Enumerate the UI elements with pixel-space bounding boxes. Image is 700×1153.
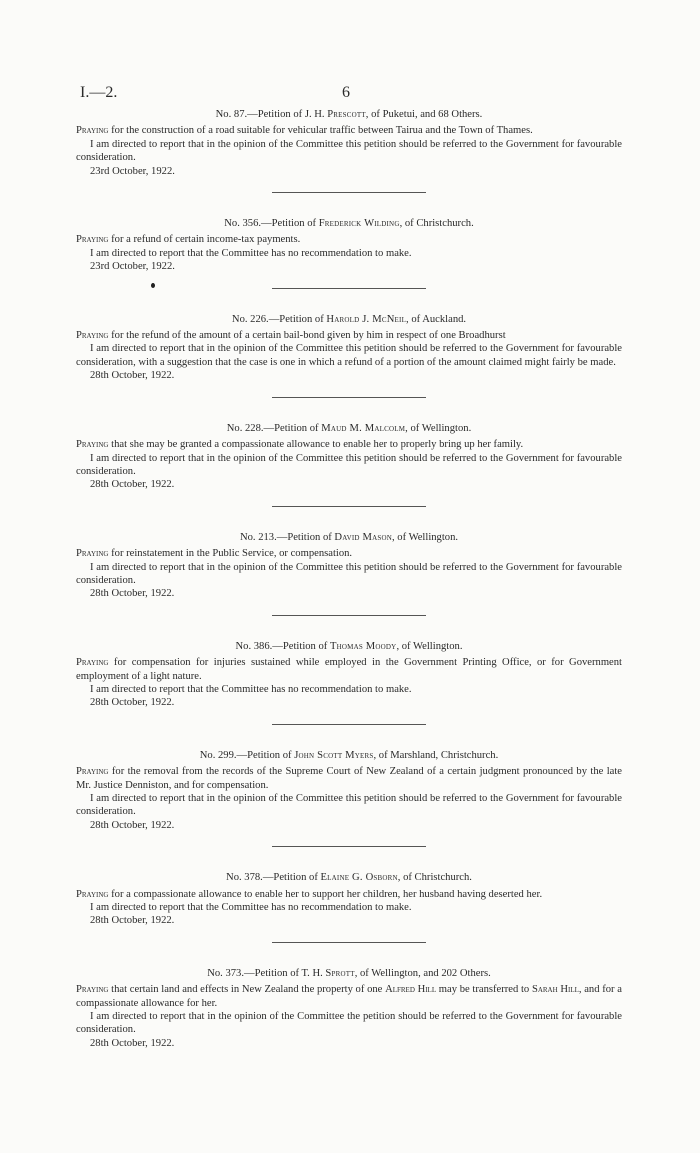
petition-report: I am directed to report that in the opinion of the Committee this petition should be referred to the Government for favourable consideration, with a suggestion that the case is one in which a refund of a portion of the amount claimed might fairly be made. [76, 343, 622, 368]
section-divider [272, 192, 426, 193]
petition-report: I am directed to report that in the opinion of the Committee the petition should be referred to the Government for favourable consideration. [76, 1011, 622, 1036]
petition-title: No. 226.—Petition of Harold J. McNeil, of Auckland. [231, 313, 467, 325]
petition-report: I am directed to report that in the opinion of the Committee this petition should be referred to the Government for favourable consideration. [76, 138, 622, 164]
petition-report: I am directed to report that the Committee has no recommendation to make. [90, 902, 412, 914]
section-divider [272, 615, 426, 616]
petition-title: No. 386.—Petition of Thomas Moody, of Wellington. [235, 640, 463, 652]
document-body [76, 108, 622, 1050]
petition-date: 23rd October, 1922. [90, 261, 175, 273]
page-header [80, 84, 620, 106]
petition-title: No. 228.—Petition of Maud M. Malcolm, of Wellington. [226, 422, 472, 434]
petition-title: No. 378.—Petition of Elaine G. Osborn, of Christchurch. [226, 872, 472, 884]
petition-report: I am directed to report that the Committee has no recommendation to make. [90, 247, 412, 259]
petition-title: No. 213.—Petition of David Mason, of Wellington. [239, 531, 459, 543]
petition-report: I am directed to report that in the opinion of the Committee this petition should be referred to the Government for favourable consideration. [76, 561, 622, 586]
petition-title: No. 299.—Petition of John Scott Myers, of Marshland, Christchurch. [199, 749, 499, 761]
petition-praying: Praying that she may be granted a compassionate allowance to enable her to properly bring up her family. [76, 439, 524, 451]
petition-373 [76, 967, 622, 1050]
petition-378 [76, 871, 622, 928]
petition-date: 28th October, 1922. [90, 697, 175, 709]
petition-299 [76, 749, 622, 832]
petition-praying: Praying for the construction of a road suitable for vehicular traffic between Tairua and the Town of Thames. [76, 125, 533, 137]
petition-praying: Praying for the removal from the records of the Supreme Court of New Zealand of a certain judgment pronounced by the late Mr. Justice Denniston, and for compensation. [76, 766, 622, 791]
petition-date: 28th October, 1922. [90, 370, 175, 382]
petition-228 [76, 422, 622, 492]
petition-386 [76, 640, 622, 710]
petition-title: No. 87.—Petition of J. H. Prescott, of Puketui, and 68 Others. [215, 109, 483, 120]
petition-date: 28th October, 1922. [90, 588, 175, 600]
petition-title: No. 356.—Petition of Frederick Wilding, of Christchurch. [224, 218, 474, 230]
petition-praying: Praying for reinstatement in the Public Service, or compensation. [76, 548, 353, 560]
petition-date: 28th October, 1922. [90, 1037, 175, 1049]
section-divider [272, 397, 426, 398]
petition-title: No. 373.—Petition of T. H. Sprott, of Wellington, and 202 Others. [207, 967, 491, 979]
section-divider [272, 288, 426, 289]
petition-report: I am directed to report that the Committee has no recommendation to make. [90, 683, 412, 695]
petition-date: 28th October, 1922. [90, 915, 175, 927]
petition-report: I am directed to report that in the opinion of the Committee this petition should be referred to the Government for favourable consideration. [76, 452, 622, 477]
petition-praying: Praying for compensation for injuries sustained while employed in the Government Printing Office, or for Government employment of a light nature. [76, 657, 622, 682]
petition-date: 28th October, 1922. [90, 479, 175, 491]
section-divider [272, 846, 426, 847]
petition-226 [76, 313, 622, 383]
document-reference: I.—2. [80, 84, 118, 101]
petition-date: 23rd October, 1922. [90, 165, 175, 177]
petition-213 [76, 531, 622, 601]
section-divider [272, 506, 426, 507]
ink-speck [151, 283, 155, 288]
petition-praying: Praying for a refund of certain income-tax payments. [76, 234, 301, 246]
petition-praying: Praying for the refund of the amount of a certain bail-bond given by him in respect of one Broadhurst [76, 330, 506, 342]
petition-356 [76, 217, 622, 274]
petition-praying: Praying that certain land and effects in New Zealand the property of one Alfred Hill may be transferred to Sarah Hill, and for a compassionate allowance for her. [76, 984, 622, 1009]
petition-report: I am directed to report that in the opinion of the Committee this petition should be referred to the Government for favourable consideration. [76, 793, 622, 818]
petition-praying: Praying for a compassionate allowance to enable her to support her children, her husband having deserted her. [76, 888, 543, 900]
page-number: 6 [342, 84, 350, 101]
petition-date: 28th October, 1922. [90, 819, 175, 831]
section-divider [272, 724, 426, 725]
section-divider [272, 942, 426, 943]
petition-87 [76, 108, 622, 178]
